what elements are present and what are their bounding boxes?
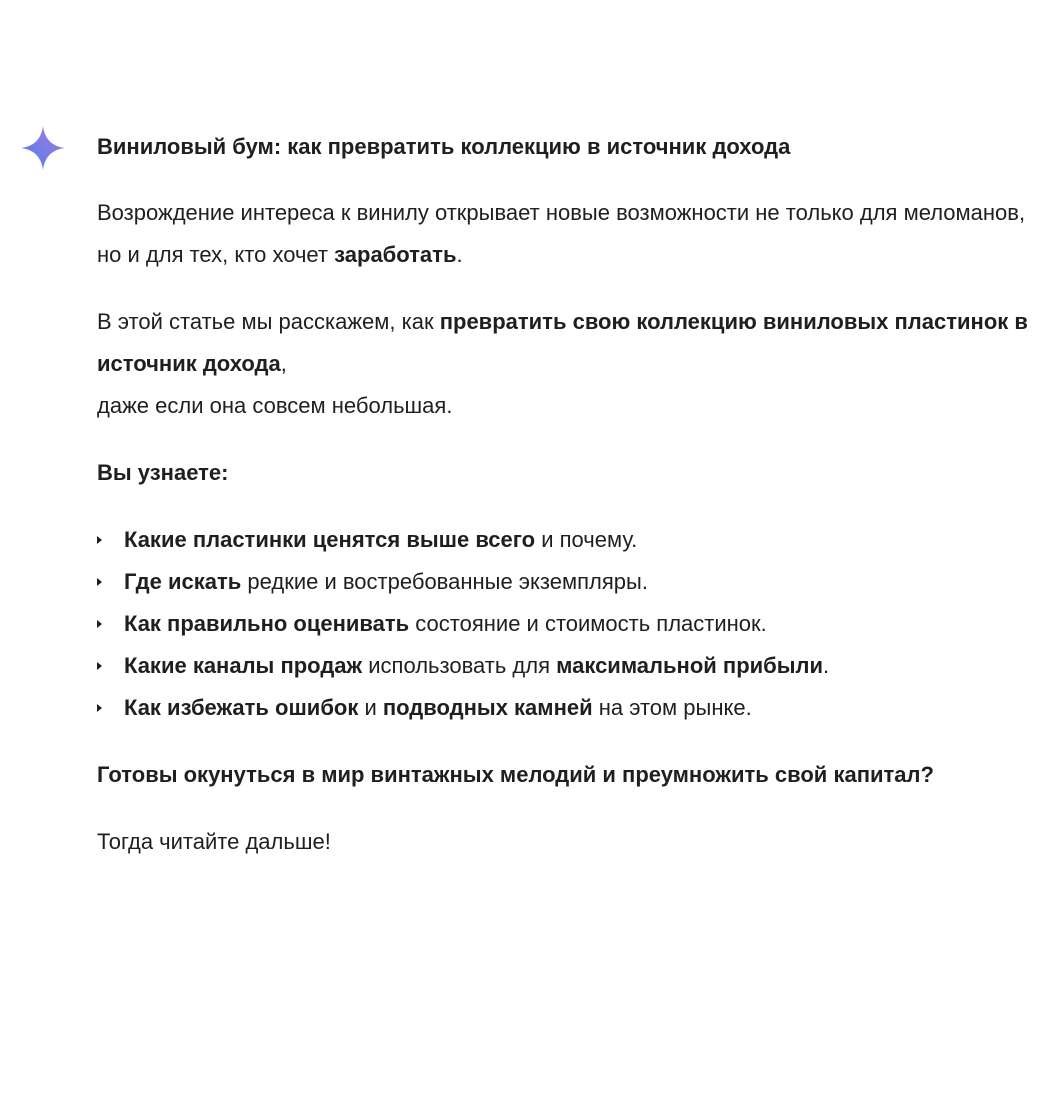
bullet-icon [97,536,102,544]
intro-text: Возрождение интереса к винилу открывает новые возможности не только для меломанов, но и для тех, кто хочет [97,200,1026,267]
list-item-emphasis: Какие пластинки ценятся выше всего [124,527,536,552]
list-item-text: и почему. [535,527,638,552]
article-text: В этой статье мы расскажем, как [97,309,440,334]
list-item-text: . [823,653,830,678]
response-content [97,126,1032,863]
learn-list [97,519,1032,729]
cta-question: Готовы окунуться в мир винтажных мелодий и преумножить свой капитал? [97,762,934,787]
list-item-text: редкие и востребованные экземпляры. [241,569,648,594]
article-emphasis: превратить свою коллекцию виниловых пластинок в источник дохода [97,309,1028,376]
learn-heading: Вы узнаете: [97,460,229,485]
intro-emphasis: заработать [334,242,457,267]
list-item [97,645,1032,687]
article-paragraph [97,301,1032,427]
list-item [97,687,1032,729]
list-item [97,561,1032,603]
list-item-emphasis: подводных камней [382,695,593,720]
article-comma: , [280,351,287,376]
response-title: Виниловый бум: как превратить коллекцию в источник дохода [97,134,791,159]
list-item-emphasis: максимальной прибыли [556,653,824,678]
list-item-text: и [358,695,383,720]
list-item-text: использовать для [362,653,557,678]
list-item-text: состояние и стоимость пластинок. [409,611,767,636]
list-item-emphasis: Где искать [124,569,242,594]
list-item [97,519,1032,561]
list-item [97,603,1032,645]
bullet-icon [97,620,102,628]
list-item-emphasis: Как правильно оценивать [124,611,410,636]
article-line2: даже если она совсем небольшая. [97,393,453,418]
intro-period: . [456,242,463,267]
list-item-emphasis: Как избежать ошибок [124,695,359,720]
bullet-icon [97,578,102,586]
list-item-emphasis: Какие каналы продаж [124,653,363,678]
bullet-icon [97,662,102,670]
cta-closing: Тогда читайте дальше! [97,829,331,854]
intro-paragraph [97,192,1032,276]
list-item-text: на этом рынке. [592,695,752,720]
bullet-icon [97,704,102,712]
gemini-sparkle-icon [20,125,66,171]
